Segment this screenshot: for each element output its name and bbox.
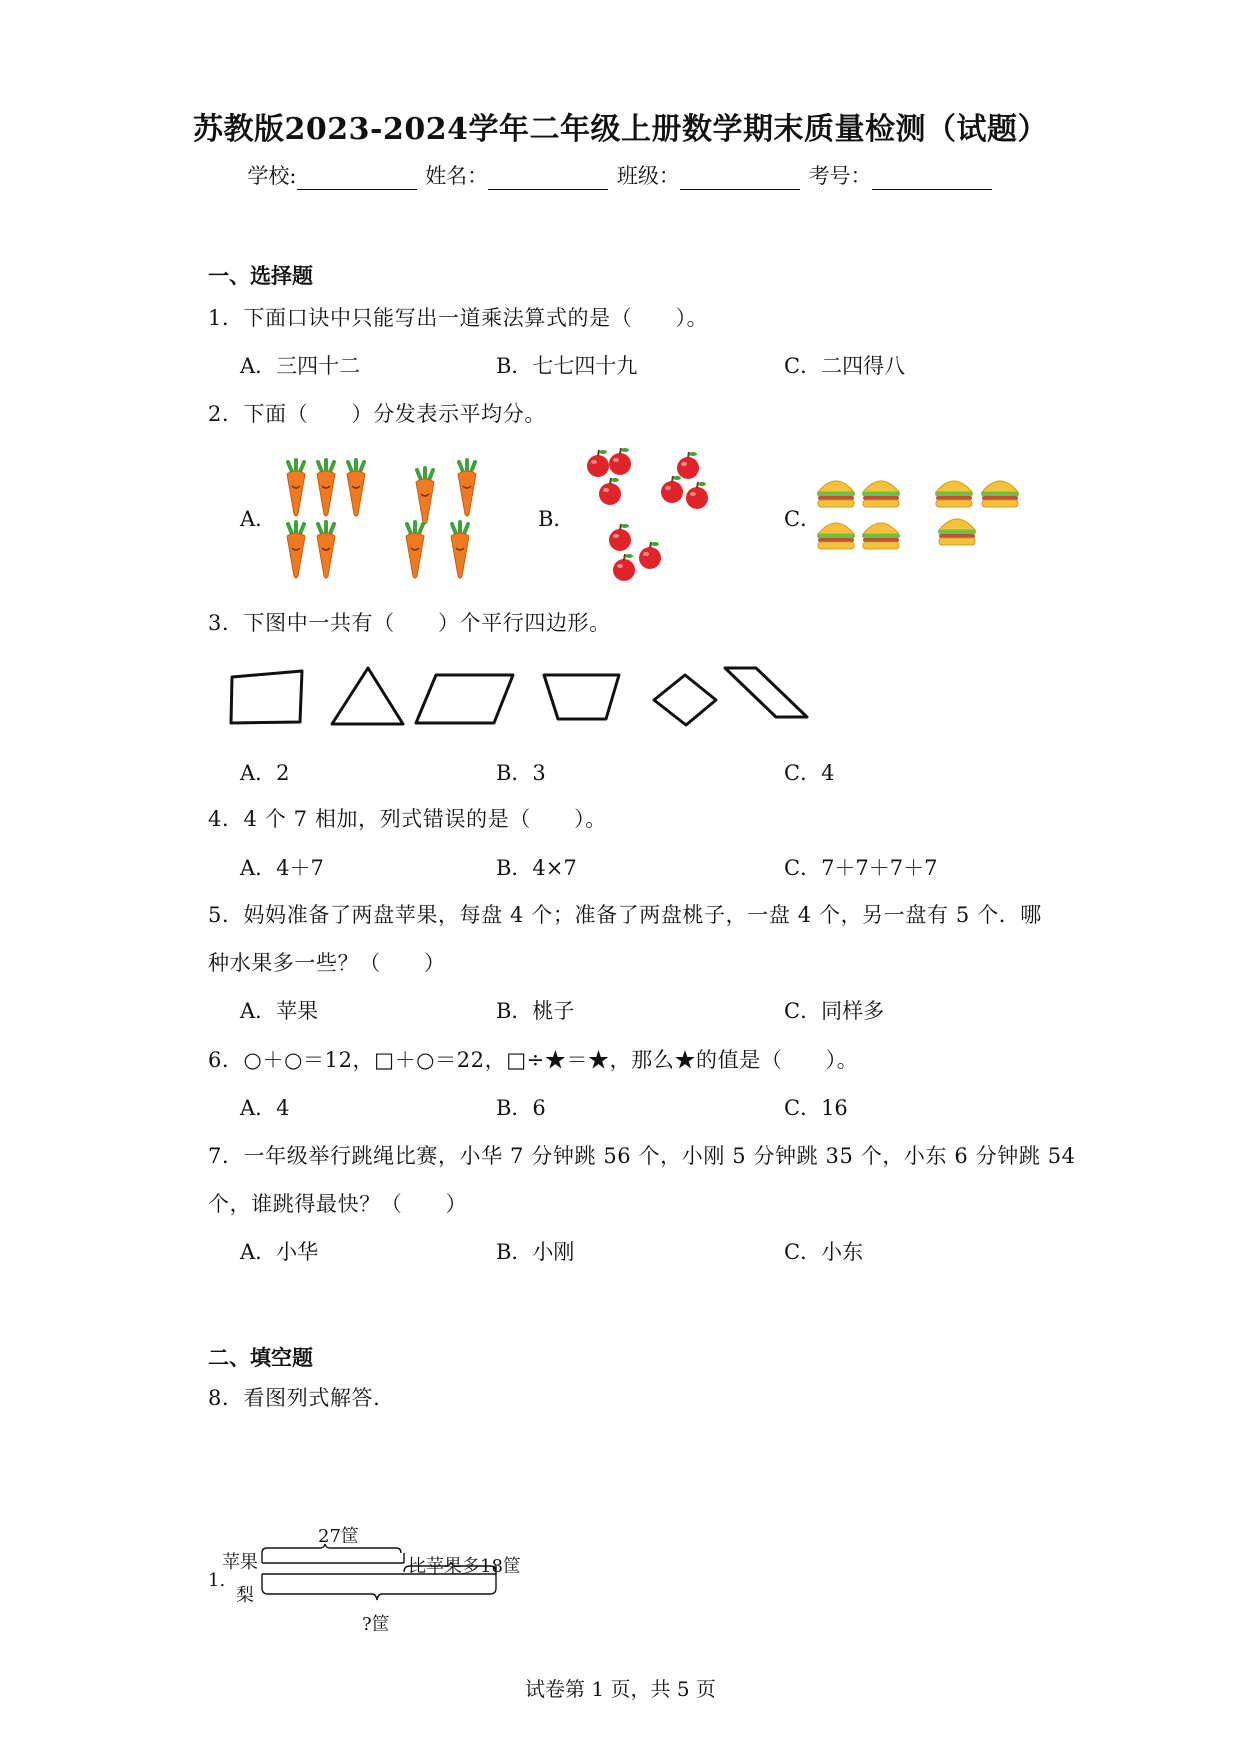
q1-option-a[interactable]: A．三四十二 — [240, 354, 361, 378]
class-blank[interactable] — [680, 167, 800, 190]
q6-option-a[interactable]: A．4 — [240, 1096, 290, 1120]
carrot-icon — [458, 460, 476, 516]
trapezoid-shape — [544, 675, 619, 719]
carrot-icon — [287, 522, 305, 578]
q5-option-a[interactable]: A．苹果 — [240, 999, 319, 1023]
name-blank[interactable] — [488, 167, 608, 190]
label-27: 27筐 — [318, 1526, 359, 1547]
pear-label: 梨 — [236, 1585, 254, 1606]
parallelogram-shape — [416, 675, 513, 723]
carrot-icon — [317, 522, 335, 578]
page-title: 苏教版2023-2024学年二年级上册数学期末质量检测（试题） — [193, 112, 1048, 147]
apple-icon — [609, 524, 631, 551]
apple-icon — [609, 448, 631, 475]
apple-icon — [639, 542, 661, 569]
triangle-shape — [332, 668, 403, 724]
carrot-icon — [406, 522, 424, 578]
q5-option-b[interactable]: B．桃子 — [496, 999, 575, 1023]
number-blank[interactable] — [872, 167, 992, 190]
q4-option-a[interactable]: A．4＋7 — [240, 856, 324, 880]
class-label: 班级： — [616, 164, 680, 188]
carrot-icon — [287, 460, 305, 516]
page-footer: 试卷第 1 页，共 5 页 — [525, 1677, 716, 1701]
student-info — [0, 160, 1241, 190]
apple-icon — [587, 450, 609, 477]
quadrilateral-shape — [231, 671, 302, 723]
label-total: ?筐 — [362, 1614, 390, 1635]
section-fill-heading: 二、填空题 — [208, 1345, 313, 1370]
q4-option-c[interactable]: C．7＋7＋7＋7 — [784, 856, 938, 880]
apple-icon — [677, 452, 699, 479]
number-label: 考号： — [808, 164, 872, 188]
apple-icon — [599, 478, 621, 505]
carrot-icon — [416, 468, 434, 524]
burger-icon — [817, 481, 855, 507]
carrots-image — [270, 450, 490, 575]
q3-option-a[interactable]: A．2 — [240, 761, 290, 785]
burger-icon — [817, 523, 855, 549]
question-4: 4．4 个 7 相加，列式错误的是（ ）。 — [208, 807, 607, 831]
q3-option-b[interactable]: B．3 — [496, 761, 546, 785]
slanted-parallelogram-shape — [725, 668, 807, 717]
brace-apple-top — [262, 1544, 401, 1553]
carrot-icon — [347, 460, 365, 516]
burger-icon — [981, 481, 1019, 507]
question-7-line-1: 7．一年级举行跳绳比赛，小华 7 分钟跳 56 个，小刚 5 分钟跳 35 个，小东 6 分钟跳 54 — [208, 1144, 1076, 1168]
question-6: 6．○＋○＝12，□＋○＝22，□÷★＝★，那么★的值是（ ）。 — [208, 1048, 859, 1072]
q4-option-b[interactable]: B．4×7 — [496, 856, 577, 880]
apples-image — [578, 446, 718, 586]
carrot-icon — [451, 522, 469, 578]
question-1: 1．下面口诀中只能写出一道乘法算式的是（ ）。 — [208, 306, 709, 330]
school-blank[interactable] — [297, 167, 417, 190]
question-7-line-2: 个，谁跳得最快？（ ） — [208, 1192, 468, 1216]
rhombus-shape — [654, 675, 716, 725]
q5-option-c[interactable]: C．同样多 — [784, 999, 885, 1023]
section-choice-heading: 一、选择题 — [208, 263, 313, 288]
burger-icon — [935, 481, 973, 507]
q6-option-c[interactable]: C．16 — [784, 1096, 848, 1120]
apple-label: 苹果 — [222, 1552, 258, 1573]
apple-icon — [686, 482, 708, 509]
question-5-line-2: 种水果多一些？（ ） — [208, 951, 446, 975]
apple-icon — [661, 476, 683, 503]
school-label: 学校: — [247, 164, 297, 188]
bar-diagram — [260, 1540, 500, 1615]
carrot-icon — [317, 460, 335, 516]
q2-option-a[interactable]: A． — [240, 507, 277, 531]
name-label: 姓名： — [425, 164, 489, 188]
q6-option-b[interactable]: B．6 — [496, 1096, 546, 1120]
q7-option-c[interactable]: C．小东 — [784, 1240, 864, 1264]
brace-extra — [404, 1562, 496, 1572]
q7-option-a[interactable]: A．小华 — [240, 1240, 319, 1264]
q2-option-c[interactable]: C． — [784, 507, 822, 531]
question-5-line-1: 5．妈妈准备了两盘苹果，每盘 4 个；准备了两盘桃子，一盘 4 个，另一盘有 5 个．哪 — [208, 903, 1042, 927]
shapes-figure — [226, 660, 816, 730]
q2-option-b[interactable]: B． — [538, 507, 575, 531]
q1-option-c[interactable]: C．二四得八 — [784, 354, 906, 378]
question-2: 2．下面（ ）分发表示平均分。 — [208, 402, 546, 426]
burger-icon — [862, 523, 900, 549]
burger-icon — [938, 519, 976, 545]
q7-option-b[interactable]: B．小刚 — [496, 1240, 575, 1264]
q8-sub-number: 1. — [208, 1570, 226, 1591]
burgers-image — [815, 470, 1035, 560]
label-more-18: 比苹果多18筐 — [408, 1556, 521, 1577]
q3-option-c[interactable]: C．4 — [784, 761, 835, 785]
question-8: 8．看图列式解答. — [208, 1386, 381, 1410]
question-3: 3．下图中一共有（ ）个平行四边形。 — [208, 611, 611, 635]
brace-total-bottom — [262, 1588, 496, 1600]
apple-icon — [613, 554, 635, 581]
burger-icon — [862, 481, 900, 507]
q1-option-b[interactable]: B．七七四十九 — [496, 354, 638, 378]
